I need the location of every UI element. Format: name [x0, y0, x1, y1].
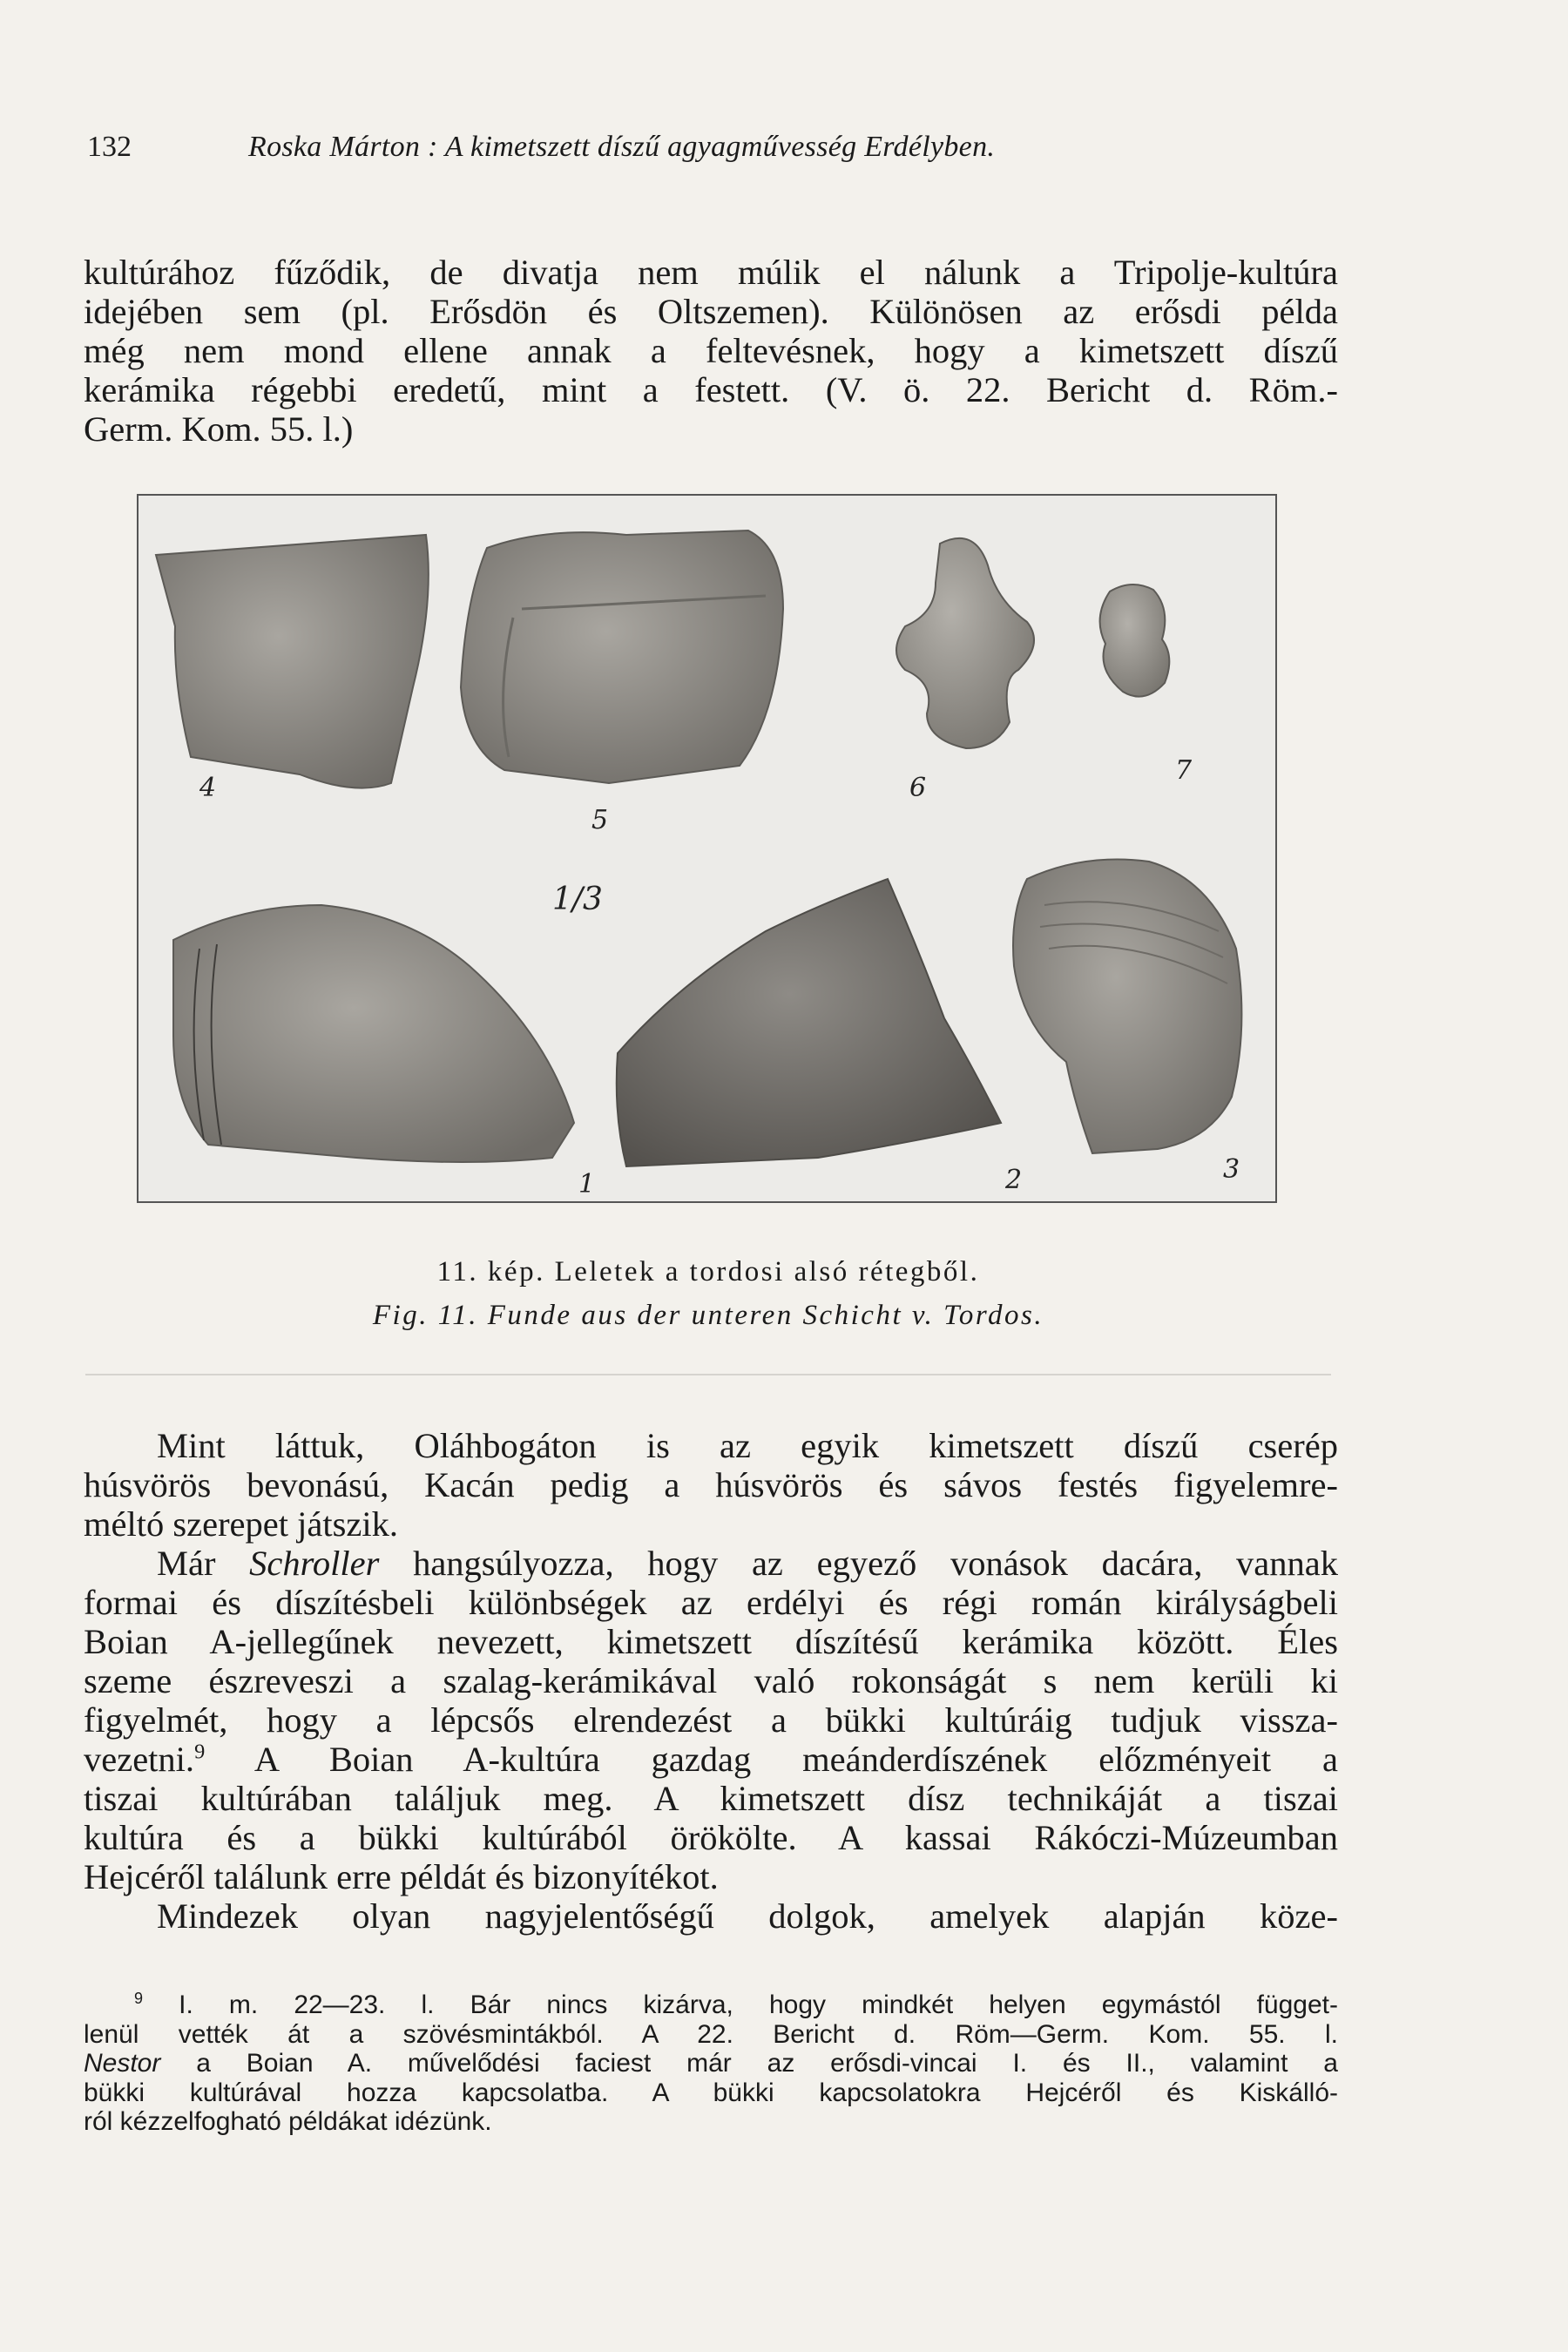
text-line: Mint láttuk, Oláhbogáton is az egyik kimetszett díszű cserép — [157, 1426, 1338, 1465]
text-line: szeme észreveszi a szalag-kerámikával való rokonságát s nem kerüli ki — [84, 1661, 1338, 1700]
body-paragraph-2 — [84, 1544, 1338, 1896]
text-line: kultúra és a bükki kultúrából örökölte. A kassai Rákóczi-Múzeumban — [84, 1818, 1338, 1857]
text-line: idejében sem (pl. Erősdön és Oltszemen). Különösen az erősdi példa — [84, 292, 1338, 331]
footnote-ref-9[interactable]: 9 — [194, 1740, 206, 1764]
page-number: 132 — [87, 131, 132, 163]
text-line: még nem mond ellene annak a feltevésnek, hogy a kimetszett díszű — [84, 331, 1338, 370]
author-name-nestor: Nestor — [84, 2049, 161, 2078]
text-line: méltó szerepet játszik. — [84, 1504, 398, 1544]
figure-photo — [137, 494, 1277, 1203]
footnote-line: $^9$ I. m. 22—23. l. Bár nincs kizárva, hogy mindkét helyen egymástól függet- — [134, 1990, 1338, 2019]
body-paragraph-3 — [84, 1896, 1338, 1936]
text-line: húsvörös bevonású, Kacán pedig a húsvörös és sávos festés figyelemre- — [84, 1465, 1338, 1504]
figure-label-scale: 1/3 — [552, 882, 603, 917]
footnote-9 — [84, 1990, 1338, 2137]
text-line: Mindezek olyan nagyjelentőségű dolgok, amelyek alapján köze- — [157, 1896, 1338, 1936]
figure-label-3: 3 — [1223, 1154, 1240, 1185]
body-paragraph-1 — [84, 1426, 1338, 1544]
figure-11 — [85, 468, 1331, 1375]
text-line: Hejcéről találunk erre példát és bizonyítékot. — [84, 1857, 719, 1896]
footnote-line: lenül vették át a szövésmintákból. A 22. Bericht d. Röm—Germ. Kom. 55. l. — [84, 2019, 1338, 2049]
figure-label-1: 1 — [578, 1169, 596, 1200]
text-line: tiszai kultúrában találjuk meg. A kimetszett dísz technikáját a tiszai — [84, 1779, 1338, 1818]
figure-label-4: 4 — [199, 773, 217, 803]
figure-label-7: 7 — [1175, 755, 1193, 786]
footnote-line: ról kézzelfogható példákat idézünk. — [84, 2107, 492, 2136]
text-line: Germ. Kom. 55. l.) — [84, 409, 354, 449]
caption-german: Fig. 11. Funde aus der unteren Schicht v. Tordos. — [372, 1300, 1044, 1331]
caption-hungarian: 11. kép. Leletek a tordosi alsó rétegből. — [436, 1256, 980, 1288]
pottery-fragments-photo — [139, 496, 1275, 1201]
footnote-marker: 9 — [134, 1990, 144, 2007]
text-line: vezetni.$^9$ A Boian A-kultúra gazdag meánderdíszének előzményeit a — [84, 1740, 1338, 1779]
fragment-5 — [461, 531, 783, 783]
text-line: kultúrához fűződik, de divatja nem múlik el nálunk a Tripolje-kultúra — [84, 253, 1338, 292]
text-line: formai és díszítésbeli különbségek az erdélyi és régi román királyságbeli — [84, 1583, 1338, 1622]
footnote-line: bükki kultúrával hozza kapcsolatba. A bükki kapcsolatokra Hejcéről és Kiskálló- — [84, 2078, 1338, 2107]
fragment-4 — [156, 535, 429, 788]
text-line: Boian A-jellegűnek nevezett, kimetszett díszítésű kerámika között. Éles — [84, 1622, 1338, 1661]
running-header — [87, 131, 1307, 183]
figure-label-5: 5 — [591, 805, 609, 835]
text-line: figyelmét, hogy a lépcsős elrendezést a bükki kultúráig tudjuk vissza- — [84, 1700, 1338, 1740]
running-title: Roska Márton : A kimetszett díszű agyagművesség Erdélyben. — [248, 131, 996, 163]
figure-label-6: 6 — [909, 773, 927, 803]
text-line: kerámika régebbi eredetű, mint a festett. (V. ö. 22. Bericht d. Röm.- — [84, 370, 1338, 409]
author-name-schroller: Schroller — [249, 1544, 380, 1583]
figure-label-2: 2 — [1005, 1165, 1023, 1195]
intro-paragraph — [84, 253, 1338, 449]
footnote-line: Nestor a Boian A. művelődési faciest már az erősdi-vincai I. és II., valamint a — [84, 2049, 1338, 2078]
text-line: Már Schroller hangsúlyozza, hogy az egyező vonások dacára, vannak — [157, 1544, 1338, 1583]
